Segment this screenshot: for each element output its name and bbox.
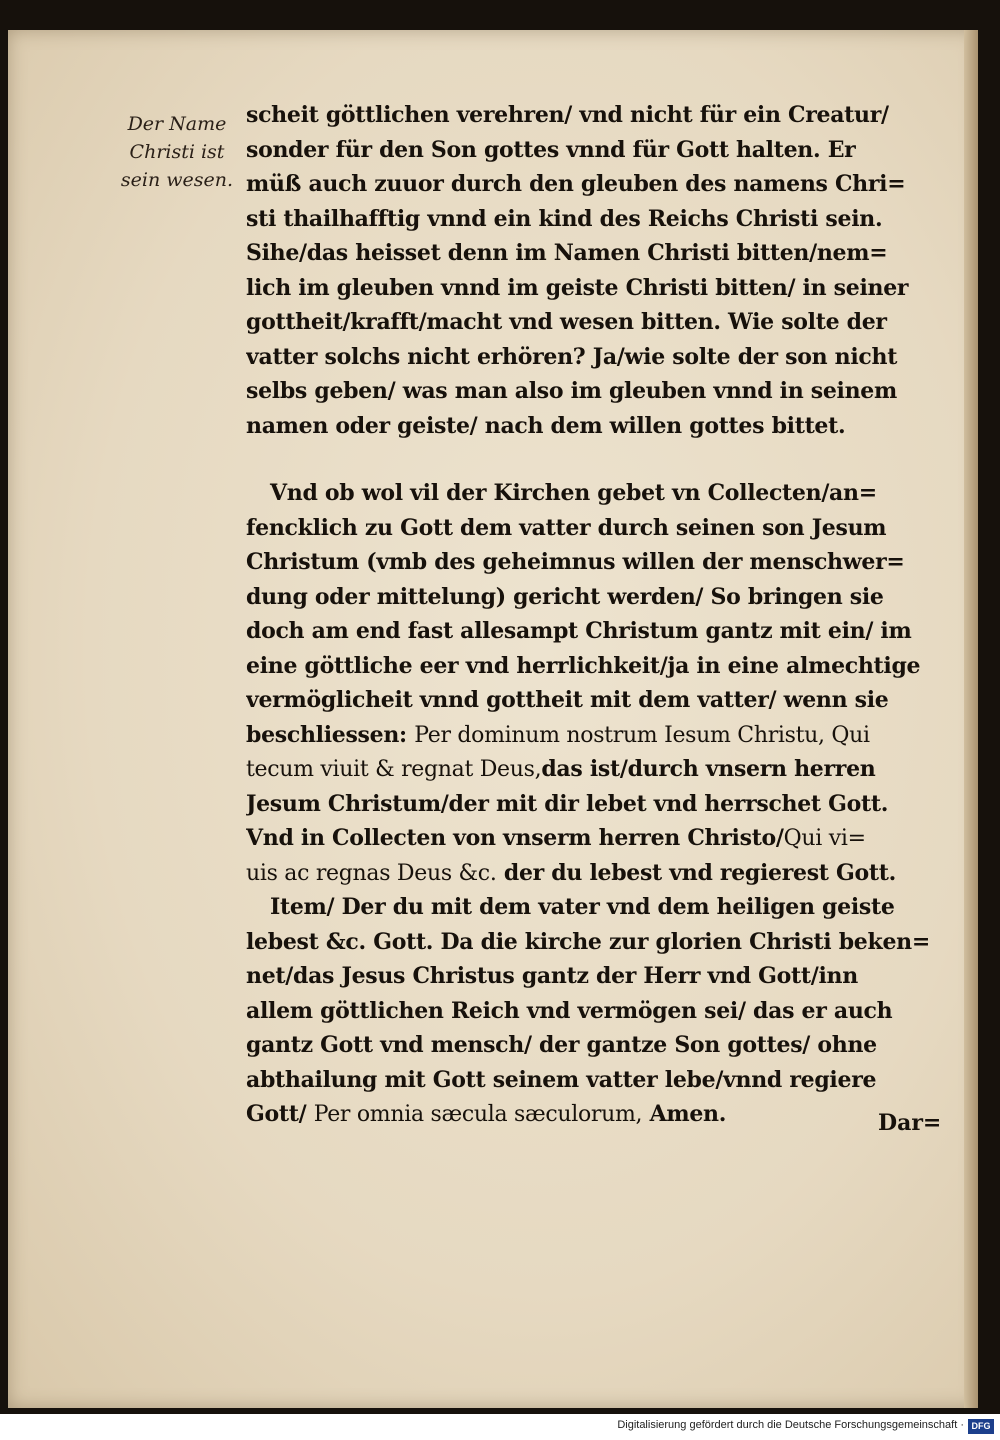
footer-credit: Digitalisierung gefördert durch die Deutsche Forschungsgemeinschaft · — [617, 1419, 964, 1431]
text-line: doch am end fast allesampt Christum gantz mit ein/ im — [246, 618, 912, 644]
text-line: gantz Gott vnd mensch/ der gantze Son gottes/ ohne — [246, 1032, 877, 1058]
latin-segment: tecum viuit & regnat Deus, — [246, 757, 542, 782]
text-line: eine göttliche eer vnd herrlichkeit/ja in eine almechtige — [246, 652, 921, 679]
text-line: lich im gleuben vnnd im geiste Christi bitten/ in seiner — [246, 274, 909, 301]
text-line: fencklich zu Gott dem vatter durch seinen son Jesum — [246, 514, 887, 541]
text-segment: Amen. — [649, 1101, 727, 1127]
latin-segment: Per omnia sæcula sæculorum, — [313, 1102, 643, 1127]
text-line: sti thailhafftig vnnd ein kind des Reichs Christi sein. — [246, 205, 883, 232]
marginal-note — [112, 110, 242, 194]
marginal-note-line: Christi ist — [129, 141, 225, 163]
catchword: Dar= — [878, 1110, 942, 1136]
footer-bar — [0, 1414, 1000, 1440]
text-line-mixed — [246, 821, 951, 856]
marginal-note-line: Der Name — [127, 113, 227, 135]
text-line: vatter solchs nicht erhören? Ja/wie solte der son nicht — [246, 343, 898, 370]
text-line: vermöglicheit vnnd gottheit mit dem vatter/ wenn sie — [246, 687, 889, 713]
paragraph-1 — [246, 98, 951, 443]
text-segment: Vnd in Collecten von vnserm herren Christo/ — [246, 825, 784, 851]
marginal-note-line: sein wesen. — [120, 169, 234, 191]
dfg-logo: DFG — [968, 1419, 994, 1434]
text-segment: das ist/durch vnsern herren — [541, 756, 876, 782]
text-line: Vnd ob wol vil der Kirchen gebet vn Collecten/an= — [270, 480, 877, 506]
text-line: selbs geben/ was man also im gleuben vnnd in seinem — [246, 378, 897, 404]
text-line: gottheit/krafft/macht vnd wesen bitten. Wie solte der — [246, 309, 887, 335]
text-line-mixed — [246, 718, 951, 753]
text-line: allem göttlichen Reich vnd vermögen sei/ das er auch — [246, 997, 893, 1024]
text-line: sonder für den Son gottes vnnd für Gott halten. Er — [246, 136, 856, 163]
text-line: abthailung mit Gott seinem vatter lebe/vnnd regiere — [246, 1066, 877, 1093]
text-segment: der du lebest vnd regierest Gott. — [503, 859, 896, 886]
text-line: lebest &c. Gott. Da die kirche zur glorien Christi beken= — [246, 928, 930, 955]
text-line: Item/ Der du mit dem vater vnd dem heiligen geiste — [270, 894, 895, 920]
paragraph-2 — [246, 476, 951, 1132]
text-line: Christum (vmb des geheimnus willen der menschwer= — [246, 549, 905, 575]
text-line-mixed — [246, 752, 951, 787]
page-edge — [964, 30, 978, 1408]
latin-segment: Qui vi= — [783, 826, 866, 851]
text-line: müß auch zuuor durch den gleuben des namens Chri= — [246, 171, 906, 197]
text-line: net/das Jesus Christus gantz der Herr vnd Gott/inn — [246, 963, 858, 989]
text-segment: Gott/ — [246, 1101, 307, 1127]
text-segment: beschliessen: — [246, 721, 407, 748]
text-line: dung oder mittelung) gericht werden/ So bringen sie — [246, 583, 884, 610]
text-line: scheit göttlichen verehren/ vnd nicht für ein Creatur/ — [246, 102, 889, 128]
latin-segment: Per dominum nostrum Iesum Christu, Qui — [414, 722, 870, 748]
text-line-mixed — [246, 856, 951, 891]
latin-segment: uis ac regnas Deus &c. — [246, 860, 497, 886]
text-line: Sihe/das heisset denn im Namen Christi bitten/nem= — [246, 240, 888, 266]
text-line-mixed — [246, 1097, 951, 1132]
text-line: namen oder geiste/ nach dem willen gottes bittet. — [246, 412, 846, 439]
text-line: Jesum Christum/der mit dir lebet vnd herrschet Gott. — [246, 790, 889, 817]
